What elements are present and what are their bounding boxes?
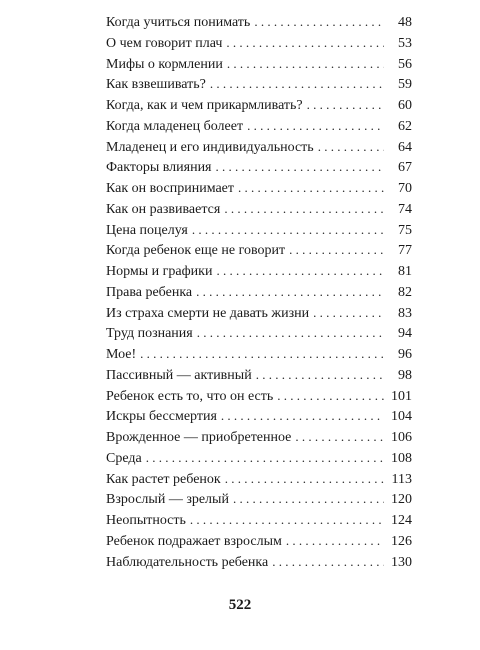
toc-entry (106, 157, 412, 178)
toc-entry-title: Как он развивается (106, 200, 224, 221)
toc-entry-title: Факторы влияния (106, 158, 216, 179)
toc-entry (106, 323, 412, 344)
toc-entry (106, 469, 412, 490)
toc-entry-title: Среда (106, 449, 146, 470)
toc-entry-page: 106 (384, 428, 412, 449)
toc-entry (106, 33, 412, 54)
toc-leader-dots (224, 199, 384, 220)
toc-leader-dots (256, 365, 384, 386)
toc-entry-title: Цена поцелуя (106, 221, 192, 242)
toc-entry-page: 101 (384, 387, 412, 408)
toc-leader-dots (233, 489, 384, 510)
toc-entry-page: 130 (384, 553, 412, 574)
toc-entry-title: Искры бессмертия (106, 407, 221, 428)
toc-entry-title: Из страха смерти не давать жизни (106, 304, 313, 325)
toc-leader-dots (254, 12, 384, 33)
toc-entry-page: 126 (384, 532, 412, 553)
toc-entry-title: Ребенок есть то, что он есть (106, 387, 277, 408)
toc-entry-title: Мое! (106, 345, 140, 366)
toc-entry (106, 137, 412, 158)
toc-entry-page: 70 (384, 179, 412, 200)
toc-entry (106, 178, 412, 199)
toc-leader-dots (227, 54, 384, 75)
toc-entry-title: О чем говорит плач (106, 34, 226, 55)
toc-entry-page: 82 (384, 283, 412, 304)
toc-leader-dots (318, 137, 384, 158)
toc-entry-page: 96 (384, 345, 412, 366)
toc-entry (106, 489, 412, 510)
toc-entry-page: 98 (384, 366, 412, 387)
toc-leader-dots (190, 510, 384, 531)
toc-entry (106, 365, 412, 386)
toc-entry (106, 552, 412, 573)
toc-entry-title: Когда, как и чем прикармливать? (106, 96, 307, 117)
toc-entry (106, 95, 412, 116)
toc-entry (106, 116, 412, 137)
toc-entry-title: Неопытность (106, 511, 190, 532)
toc-leader-dots (226, 33, 384, 54)
toc-entry-page: 53 (384, 34, 412, 55)
toc-entry-page: 94 (384, 324, 412, 345)
toc-entry (106, 240, 412, 261)
toc-entry-page: 67 (384, 158, 412, 179)
toc-entry (106, 427, 412, 448)
toc-entry-title: Права ребенка (106, 283, 196, 304)
toc-entry (106, 303, 412, 324)
toc-entry-title: Как растет ребенок (106, 470, 225, 491)
toc-entry (106, 199, 412, 220)
toc-entry-page: 64 (384, 138, 412, 159)
toc-leader-dots (272, 552, 384, 573)
page-number: 522 (228, 597, 252, 613)
toc-leader-dots (210, 74, 384, 95)
toc-entry-title: Когда младенец болеет (106, 117, 247, 138)
toc-entry-page: 83 (384, 304, 412, 325)
toc-leader-dots (216, 157, 385, 178)
toc-leader-dots (289, 240, 384, 261)
toc-entry (106, 448, 412, 469)
toc-entry-title: Труд познания (106, 324, 197, 345)
toc-leader-dots (196, 282, 384, 303)
toc-entry-title: Врожденное — приобретенное (106, 428, 295, 449)
toc-entry (106, 74, 412, 95)
toc-entry-title: Нормы и графики (106, 262, 216, 283)
toc-leader-dots (247, 116, 384, 137)
toc-entry-page: 108 (384, 449, 412, 470)
toc-entry-title: Младенец и его индивидуальность (106, 138, 318, 159)
toc-entry-page: 48 (384, 13, 412, 34)
toc-leader-dots (221, 406, 384, 427)
toc-entry-page: 77 (384, 241, 412, 262)
table-of-contents (106, 12, 412, 572)
toc-leader-dots (238, 178, 384, 199)
toc-entry-title: Когда ребенок еще не говорит (106, 241, 289, 262)
toc-leader-dots (197, 323, 384, 344)
toc-entry-title: Взрослый — зрелый (106, 490, 233, 511)
toc-entry (106, 386, 412, 407)
toc-leader-dots (277, 386, 384, 407)
toc-entry-title: Как взвешивать? (106, 75, 210, 96)
toc-entry-page: 113 (384, 470, 412, 491)
toc-entry-title: Мифы о кормлении (106, 55, 227, 76)
toc-entry (106, 220, 412, 241)
toc-entry-page: 62 (384, 117, 412, 138)
toc-leader-dots (307, 95, 384, 116)
toc-entry-page: 60 (384, 96, 412, 117)
toc-entry (106, 282, 412, 303)
toc-entry-page: 104 (384, 407, 412, 428)
toc-entry-page: 81 (384, 262, 412, 283)
toc-leader-dots (225, 469, 384, 490)
toc-entry (106, 12, 412, 33)
toc-entry (106, 344, 412, 365)
toc-entry (106, 54, 412, 75)
toc-entry-page: 124 (384, 511, 412, 532)
toc-leader-dots (192, 220, 384, 241)
toc-entry-page: 75 (384, 221, 412, 242)
toc-leader-dots (140, 344, 384, 365)
toc-entry (106, 510, 412, 531)
toc-entry-page: 74 (384, 200, 412, 221)
toc-entry (106, 406, 412, 427)
toc-leader-dots (295, 427, 384, 448)
toc-entry-title: Как он воспринимает (106, 179, 238, 200)
toc-leader-dots (313, 303, 384, 324)
toc-leader-dots (286, 531, 384, 552)
toc-entry-page: 56 (384, 55, 412, 76)
toc-entry-page: 120 (384, 490, 412, 511)
toc-entry-page: 59 (384, 75, 412, 96)
toc-leader-dots (146, 448, 384, 469)
toc-leader-dots (216, 261, 384, 282)
toc-entry (106, 261, 412, 282)
toc-entry-title: Наблюдательность ребенка (106, 553, 272, 574)
toc-entry-title: Ребенок подражает взрослым (106, 532, 286, 553)
toc-entry-title: Пассивный — активный (106, 366, 256, 387)
toc-entry-title: Когда учиться понимать (106, 13, 254, 34)
toc-entry (106, 531, 412, 552)
